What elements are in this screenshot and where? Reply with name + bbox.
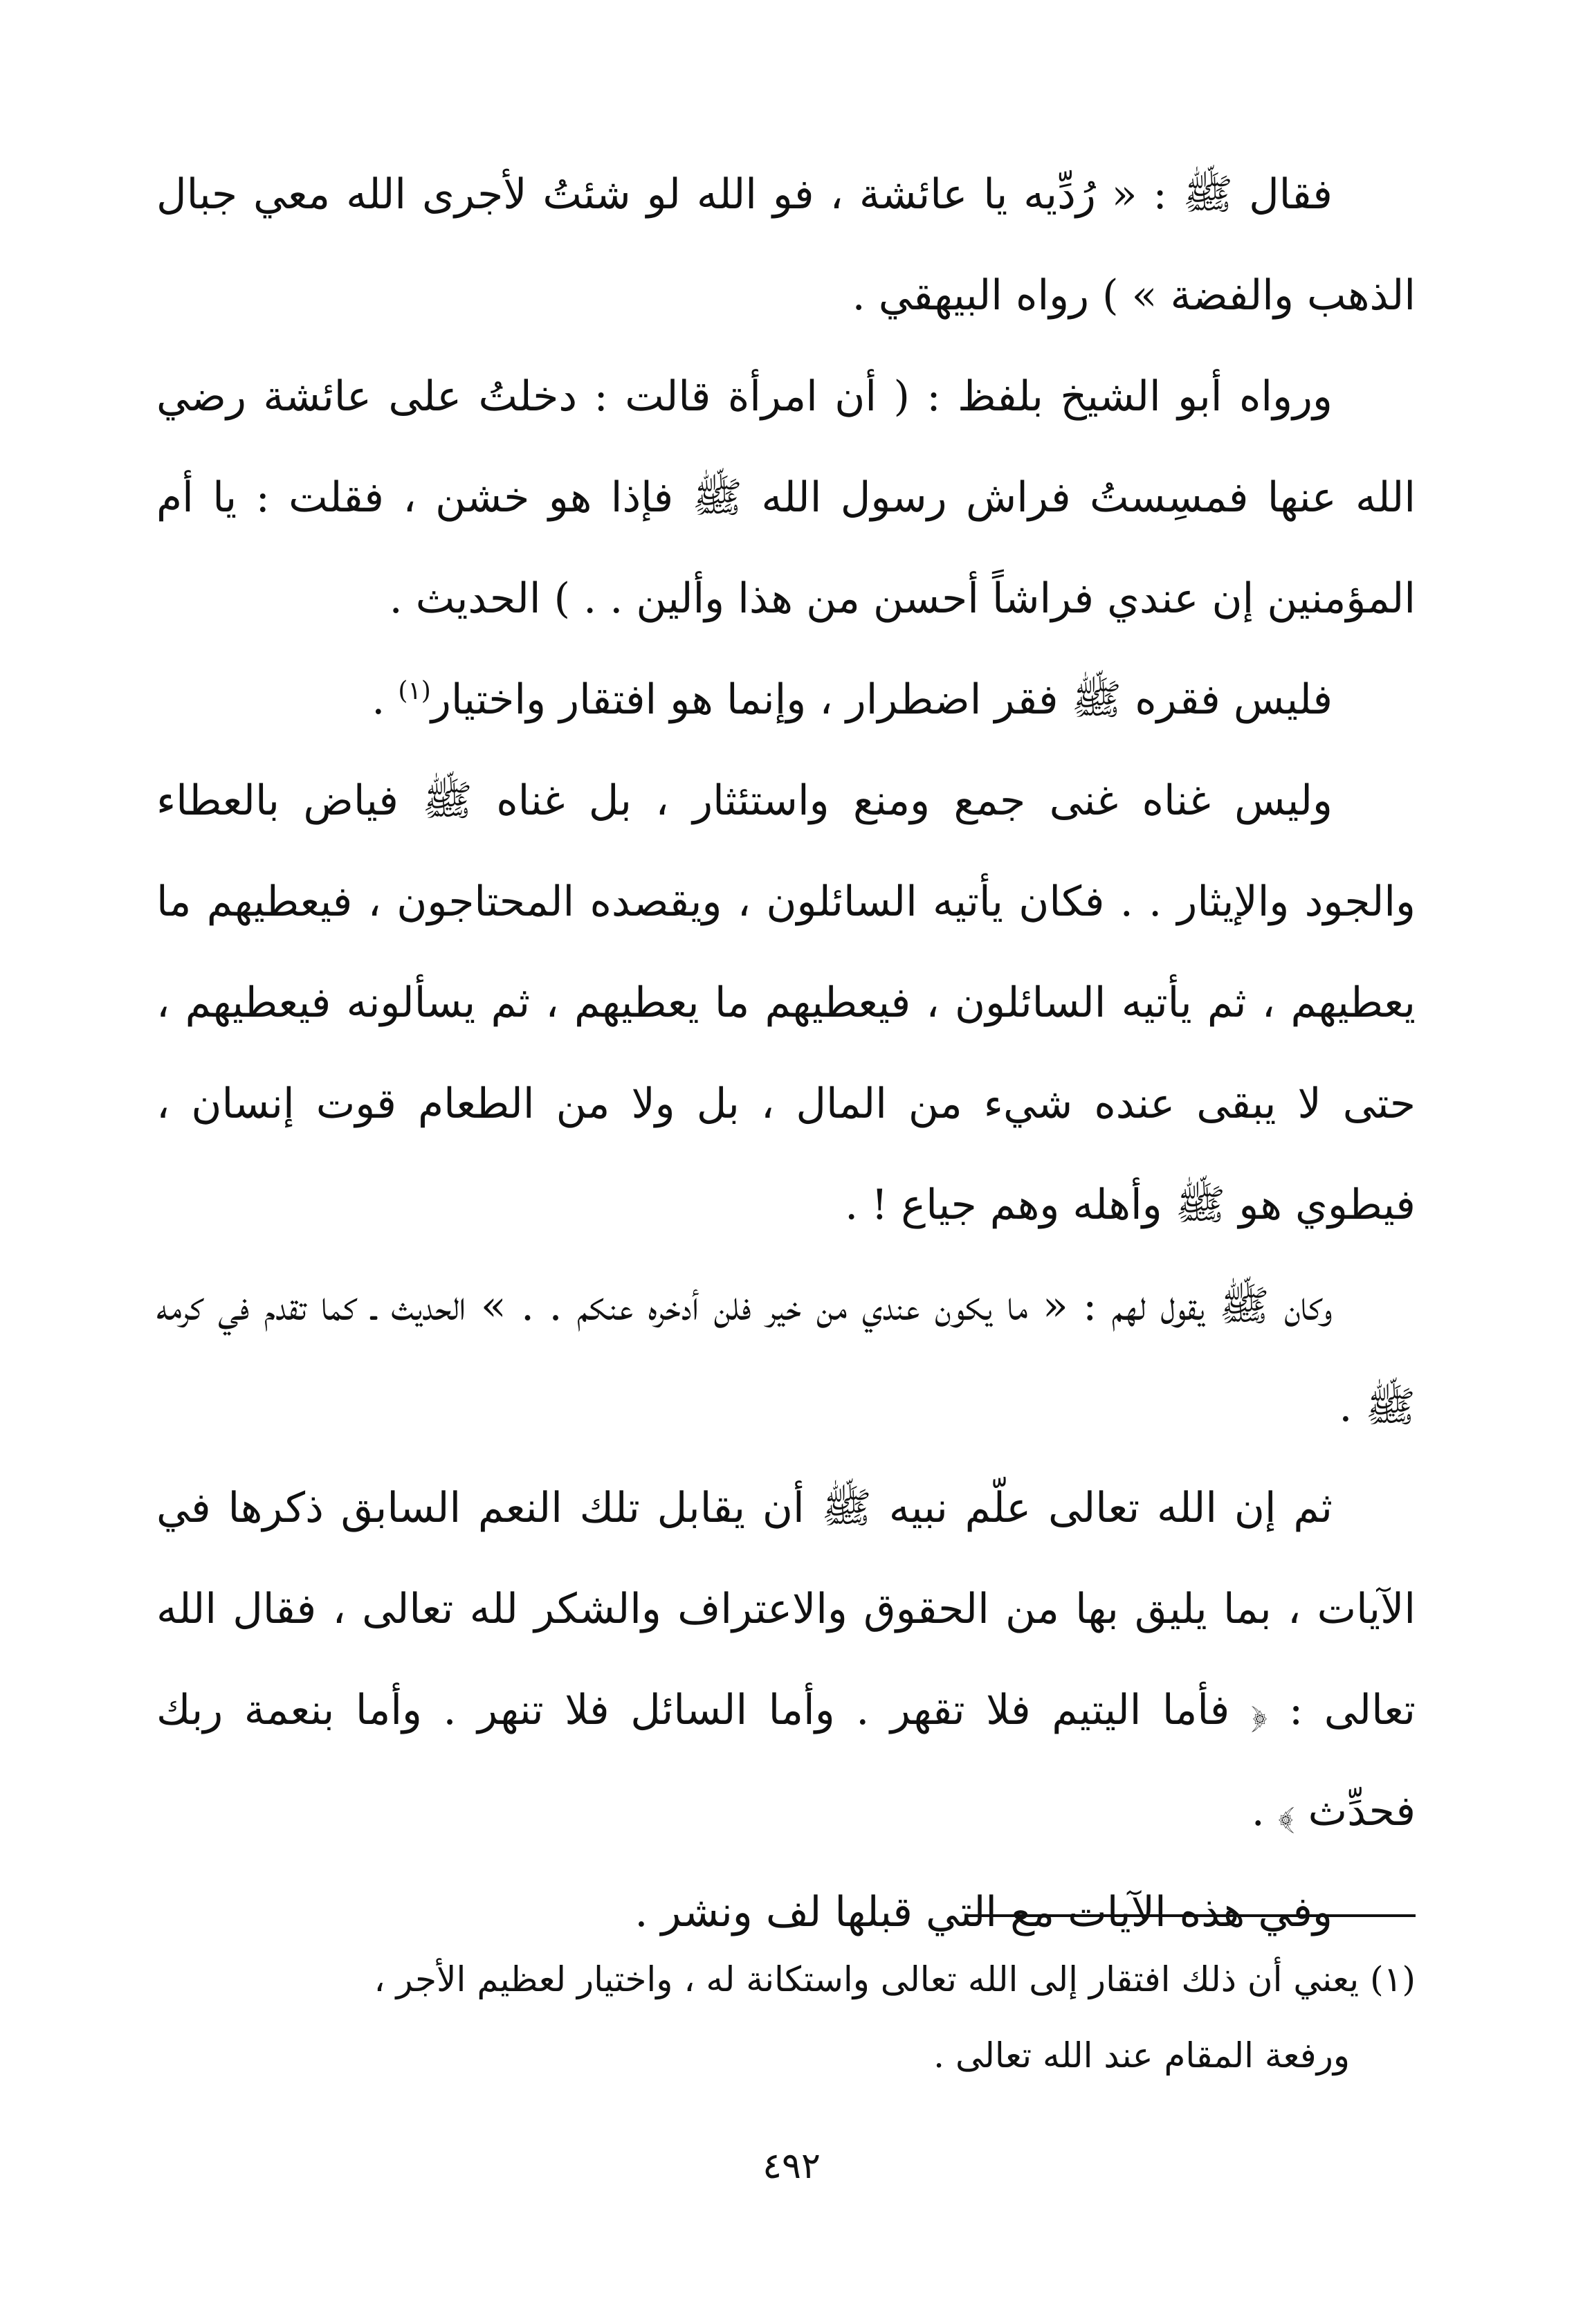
paragraph-4: وليس غناه غنى جمع ومنع واستئثار ، بل غناه ﷺ فياض بالعطاء والجود والإيثار . . فكان يأتيه السائلون ، ويقصده المحتاجون ، فيعطيهم ما يعطيهم ، ثم يأتيه السائلون ، فيعطيهم ما يعطيهم ، ثم يسألونه فيعطيهم ، حتى لا يبقى عنده شيء من المال ، بل ولا من الطعام قوت إنسان ، فيطوي هو ﷺ وأهله وهم جياع ! .	[156, 777, 1416, 1229]
paragraph-7: وفي هذه الآيات مع التي قبلها لف ونشر .	[634, 1888, 1333, 1936]
paragraph-3	[156, 649, 1416, 750]
main-text	[156, 144, 1416, 1963]
paragraph-6: ثم إن الله تعالى علّم نبيه ﷺ أن يقابل تلك النعم السابق ذكرها في الآيات ، بما يليق بها من الحقوق والاعتراف والشكر لله تعالى ، فقال الله تعالى : ﴿ فأما اليتيم فلا تقهر . وأما السائل فلا تنهر . وأما بنعمة ربك فحدِّث ﴾ .	[156, 1484, 1416, 1835]
footnotes	[156, 1941, 1416, 2094]
footnote-divider	[966, 1914, 1416, 1917]
paragraph-5: وكان ﷺ يقول لهم : « ما يكون عندي من خير فلن أدخره عنكم . . » الحديث ـ كما تقدم في كرمه ﷺ .	[156, 1282, 1416, 1431]
paragraph-1: فقال ﷺ : « رُدِّيه يا عائشة ، فو الله لو شئتُ لأجرى الله معي جبال الذهب والفضة » ) رواه البيهقي .	[156, 170, 1416, 320]
page-number: ٤٩٢	[762, 2145, 821, 2187]
footnote-1-line-2: ورفعة المقام عند الله تعالى .	[933, 2035, 1350, 2076]
footnote-1-line-1: (١) يعني أن ذلك افتقار إلى الله تعالى واستكانة له ، واختيار لعظيم الأجر ،	[374, 1959, 1416, 1999]
footnote-reference[interactable]: (١)	[398, 677, 431, 705]
paragraph-3-text: فليس فقره ﷺ فقر اضطرار ، وإنما هو افتقار واختيار	[430, 675, 1333, 724]
paragraph-2: ورواه أبو الشيخ بلفظ : ( أن امرأة قالت : دخلتُ على عائشة رضي الله عنها فمسِستُ فراش رسول الله ﷺ فإذا هو خشن ، فقلت : يا أم المؤمنين إن عندي فراشاً أحسن من هذا وألين . . ) الحديث .	[156, 372, 1416, 623]
paragraph-3-end: .	[372, 675, 399, 724]
footnote-1	[156, 1941, 1416, 2094]
